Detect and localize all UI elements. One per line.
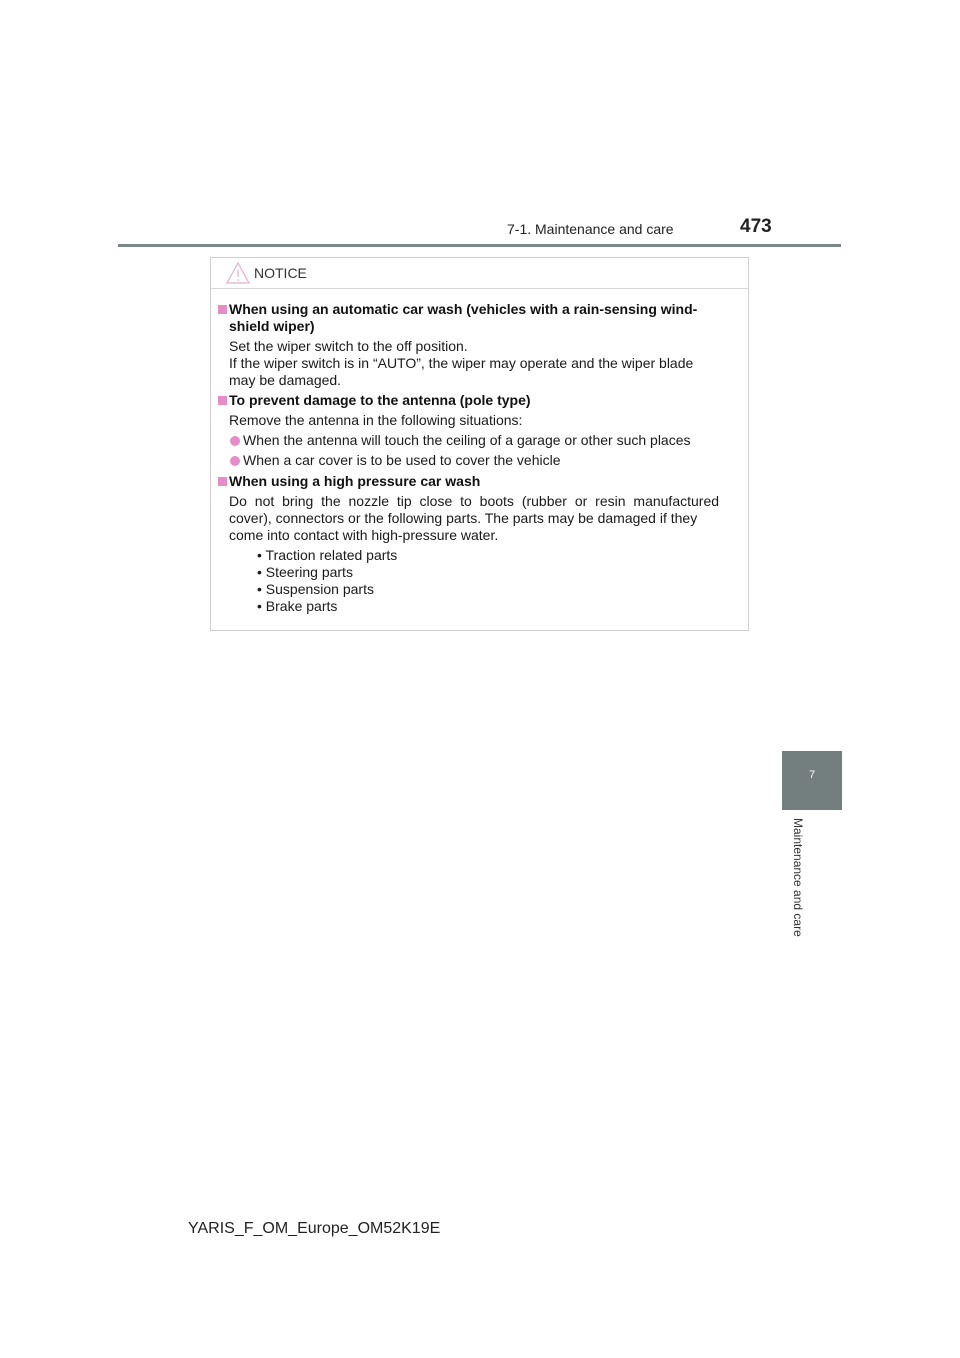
chapter-label: Maintenance and care	[791, 818, 805, 937]
page-number: 473	[740, 216, 772, 237]
parts-list-item: • Brake parts	[257, 598, 338, 614]
parts-list-item: • Steering parts	[257, 564, 353, 580]
item-text: cover), connectors or the following parts. The parts may be damaged if they	[229, 510, 698, 526]
item-text: Remove the antenna in the following situations:	[229, 412, 523, 428]
header-divider	[118, 244, 841, 247]
chapter-tab	[782, 751, 842, 810]
bullet-dot-icon	[230, 456, 240, 466]
parts-list-item: • Suspension parts	[257, 581, 374, 597]
item-heading: To prevent damage to the antenna (pole type)	[229, 392, 531, 408]
warning-triangle-icon	[225, 261, 251, 285]
bullet-square-icon	[218, 477, 227, 486]
item-heading: When using a high pressure car wash	[229, 473, 481, 489]
bullet-dot-icon	[230, 436, 240, 446]
notice-title: NOTICE	[254, 265, 307, 281]
item-text: Set the wiper switch to the off position.	[229, 338, 468, 354]
section-title: 7-1. Maintenance and care	[507, 221, 674, 237]
chapter-number: 7	[808, 769, 816, 781]
bullet-square-icon	[218, 396, 227, 405]
notice-box	[210, 257, 749, 631]
item-text: may be damaged.	[229, 372, 342, 388]
item-text: If the wiper switch is in “AUTO”, the wiper may operate and the wiper blade	[229, 355, 694, 371]
parts-list-item: • Traction related parts	[257, 547, 398, 563]
item-text: come into contact with high-pressure water.	[229, 527, 499, 543]
item-heading: When using an automatic car wash (vehicles with a rain-sensing wind-	[229, 301, 698, 317]
item-heading: shield wiper)	[229, 318, 315, 334]
bullet-square-icon	[218, 305, 227, 314]
document-id: YARIS_F_OM_Europe_OM52K19E	[188, 1220, 441, 1237]
list-item: When a car cover is to be used to cover the vehicle	[243, 452, 561, 468]
list-item: When the antenna will touch the ceiling of a garage or other such places	[243, 432, 691, 448]
item-text: Do not bring the nozzle tip close to boots (rubber or resin manufactured	[229, 493, 720, 509]
notice-header	[211, 258, 748, 289]
